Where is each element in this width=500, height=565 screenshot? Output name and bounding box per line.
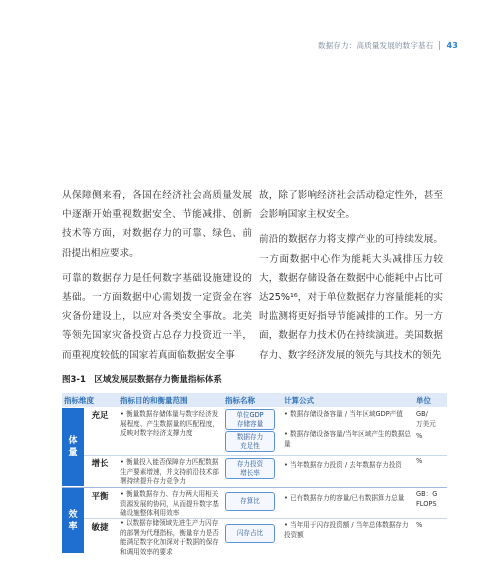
- row-divider: [84, 455, 447, 456]
- formula-text: • 已有数据存力的容量/已有数据算力总量: [284, 494, 405, 502]
- page-number: 43: [446, 41, 458, 50]
- header-indicator: 指标名称: [225, 396, 255, 405]
- header-goal: 指标目的和衡量范围: [120, 396, 188, 405]
- table-header: [62, 393, 447, 407]
- paragraph: 可靠的数据存力是任何数字基础设施建设的基础。一方面数据中心需划拨一定资金在容灾备份建设上，以应对各类安全事故。北美等领先国家灾备投资占总存力投资近一半，而重视度较低的国家若真面临数据安全事: [62, 272, 252, 361]
- formula-text: • 当年数据存力投资 / 去年数据存力投资: [284, 461, 402, 469]
- group-divider: [62, 487, 447, 488]
- body-column-right: [259, 186, 443, 371]
- indicator-box: 单位GDP 存储容量: [225, 409, 275, 430]
- formula-text: • 数据存储设备容量/当年区域产生的数据总量: [284, 430, 411, 448]
- sub-dimension-label: 敏捷: [91, 523, 109, 533]
- unit-text: GB：G FLOPS: [416, 490, 438, 508]
- header-dimension: 指标维度: [64, 396, 94, 405]
- body-column-left: [62, 186, 252, 371]
- dimension-volume: 体 量: [62, 408, 84, 486]
- sub-dimension-label: 平衡: [91, 492, 109, 502]
- indicator-box: 闪存占比: [225, 524, 275, 543]
- goal-text: • 衡量数据存力、存力两大用相关资源发展的协同，从而提升数字基础设施整体利用效率: [120, 490, 219, 517]
- header-formula: 计算公式: [284, 396, 314, 405]
- indicator-box: 存算比: [225, 492, 275, 511]
- sub-dimension-label: 充足: [91, 411, 109, 421]
- paragraph: 故，除了影响经济社会活动稳定性外，甚至会影响国家主权安全。: [259, 190, 443, 221]
- unit-text: %: [416, 457, 423, 465]
- sub-dimension-label: 增长: [91, 459, 109, 469]
- paragraph: 前沿的数据存力将支撑产业的可持续发展。一方面数据中心作为能耗大头减排压力较大，数据存储设备在数据中心能耗中占比可达25%¹⁶，对于单位数据存力容量能耗的实时监测将更好指导节能减排的工作。另一方面，数据存力技术仍在持续演进。美国数据存力、数字经济发展的领先与其技术的领先: [259, 234, 443, 361]
- running-head: [318, 40, 458, 51]
- header-unit: 单位: [416, 396, 431, 405]
- unit-text: %: [416, 521, 423, 529]
- unit-text: GB/ 万美元: [416, 410, 436, 428]
- goal-text: • 以数据存储领域先进生产力闪存的部署为代理指标，衡量存力是否能满足数字化加深对于数据的保存和调用效率的要求: [120, 519, 219, 556]
- dimension-efficiency: 效 率: [62, 488, 84, 553]
- header-divider: [439, 41, 440, 50]
- indicator-box: 存力投资 增长率: [225, 458, 275, 479]
- figure-title: 图3-1 区域发展层数据存力衡量指标体系: [62, 375, 222, 385]
- paragraph: 从保障侧来看，各国在经济社会高质量发展中逐渐开始重视数据安全、节能减排、创新技术等方面，对数据存力的可靠、绿色、前沿提出相应要求。: [62, 190, 252, 259]
- formula-text: • 数据存储设备容量 / 当年区域GDP产值: [284, 410, 403, 418]
- indicator-box: 数据存力 充足性: [225, 431, 275, 452]
- running-title: 数据存力：高质量发展的数字基石: [317, 41, 434, 50]
- goal-text: • 衡量数据存储体量与数字经济发展程度、产生数据量的匹配程度，反映对数字经济支撑力度: [120, 410, 219, 437]
- formula-text: • 当年用于闪存投资额 / 当年总体数据存力投资额: [284, 521, 409, 539]
- goal-text: • 衡量投入能否保障存力匹配数据生产要素增速，并支持前沿技术部署持续提升存力竞争力: [120, 458, 219, 485]
- unit-text: %: [416, 432, 423, 440]
- indicator-table: [62, 393, 447, 556]
